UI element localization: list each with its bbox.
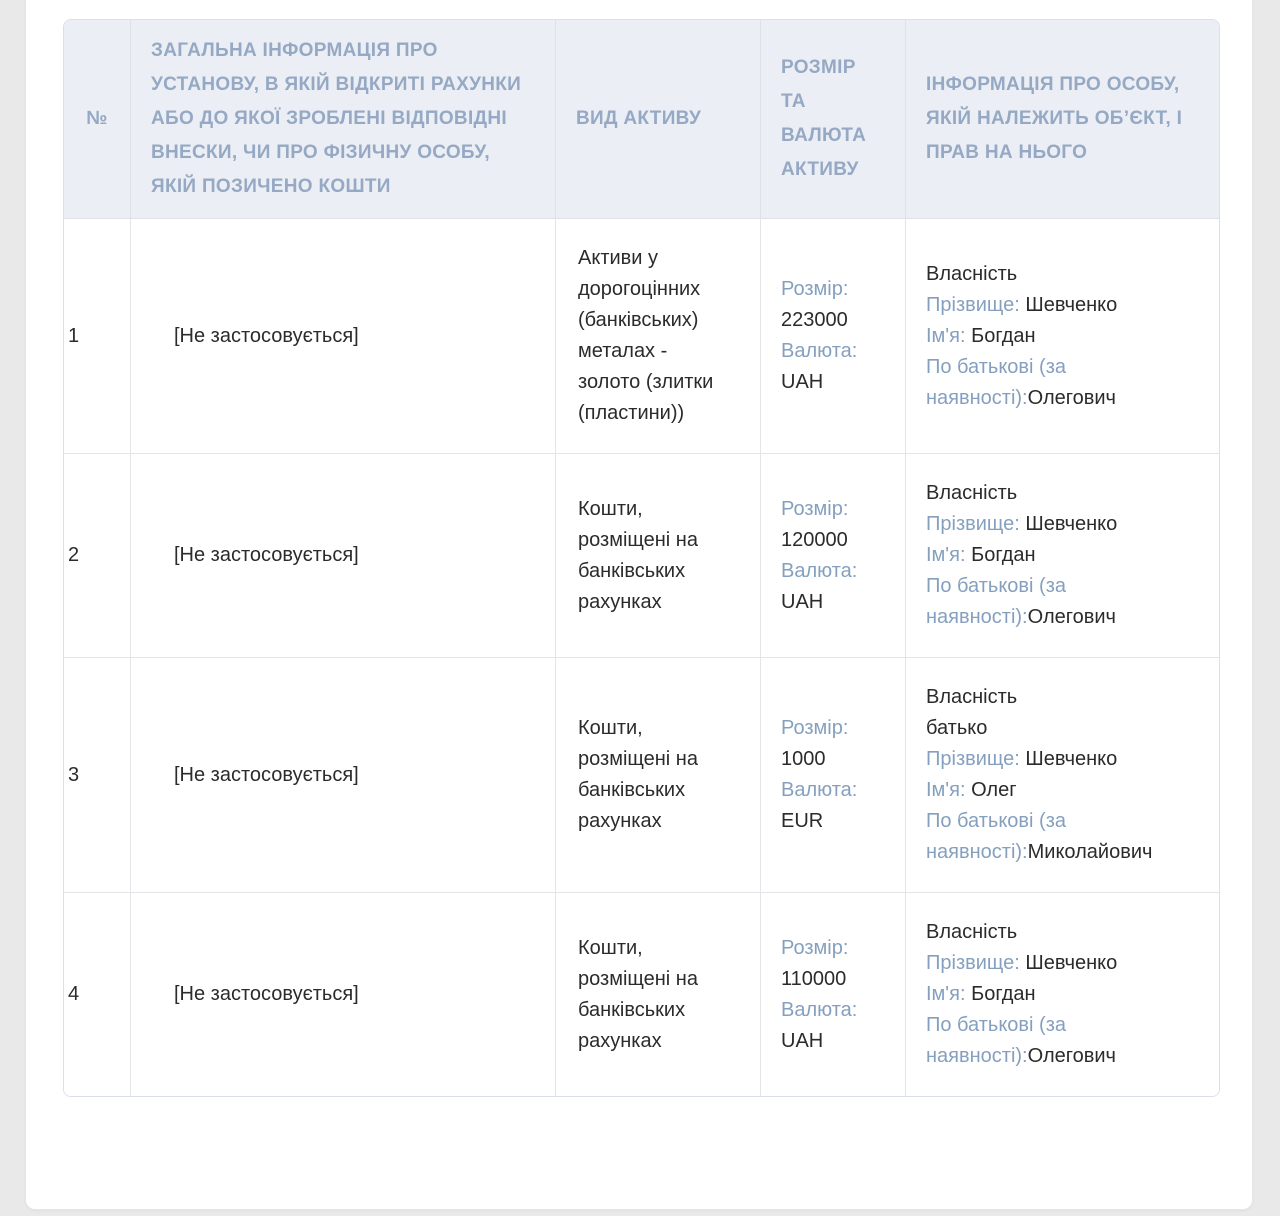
ownership-type: Власність (926, 686, 1018, 708)
col-header-owner-info: ІНФОРМАЦІЯ ПРО ОСОБУ, ЯКІЙ НАЛЕЖИТЬ ОБ’ЄКТ, І ПРАВ НА НЬОГО (906, 20, 1219, 219)
table-row (64, 219, 1219, 454)
size-value: 1000 (781, 748, 826, 770)
owner-info-cell (906, 219, 1219, 454)
institution-cell: [Не застосовується] (131, 219, 556, 454)
amount-currency-cell (761, 658, 906, 893)
name-value: Богдан (971, 983, 1036, 1005)
surname-label: Прізвище: (926, 748, 1020, 770)
owner-name-line (926, 979, 1189, 1010)
currency-value: UAH (781, 1029, 824, 1052)
surname-value: Шевченко (1025, 293, 1118, 316)
name-label: Ім'я: (926, 324, 966, 347)
patronymic-value: Олегович (1027, 606, 1116, 628)
owner-info-cell (906, 454, 1219, 658)
ownership-type: Власність (926, 262, 1018, 285)
currency-value: EUR (781, 810, 824, 832)
amount-currency-cell (761, 893, 906, 1096)
institution-cell: [Не застосовується] (131, 893, 556, 1096)
owner-patronymic-line (926, 1010, 1189, 1072)
owner-surname-line (926, 509, 1189, 540)
size-label: Розмір: (781, 936, 849, 959)
table-header (64, 20, 1219, 219)
assets-table-container (63, 19, 1220, 1097)
currency-value: UAH (781, 371, 824, 393)
patronymic-value: Олегович (1027, 386, 1116, 409)
assets-table (64, 20, 1219, 1096)
owner-surname-line (926, 744, 1189, 775)
currency-value: UAH (781, 590, 824, 613)
table-body (64, 219, 1219, 1096)
ownership-type: Власність (926, 482, 1018, 504)
amount-currency-cell (761, 454, 906, 658)
content-card (25, 0, 1253, 1210)
name-value: Богдан (971, 324, 1036, 347)
size-value: 120000 (781, 528, 848, 551)
patronymic-label: По батькові (за наявності): (926, 810, 1066, 863)
owner-patronymic-line (926, 571, 1189, 633)
owner-surname-line (926, 290, 1189, 321)
table-row (64, 454, 1219, 658)
surname-label: Прізвище: (926, 513, 1020, 535)
patronymic-label: По батькові (за наявності): (926, 355, 1066, 409)
institution-cell: [Не застосовується] (131, 454, 556, 658)
institution-cell: [Не застосовується] (131, 658, 556, 893)
owner-patronymic-line (926, 806, 1189, 868)
name-label: Ім'я: (926, 983, 966, 1005)
name-label: Ім'я: (926, 779, 966, 801)
amount-currency-cell (761, 219, 906, 454)
ownership-type: Власність (926, 921, 1018, 943)
name-value: Богдан (971, 544, 1036, 566)
asset-type-cell: Кошти, розміщені на банківських рахунках (556, 893, 761, 1096)
surname-label: Прізвище: (926, 952, 1020, 974)
surname-value: Шевченко (1025, 952, 1118, 974)
asset-type-cell: Активи у дорогоцінних (банківських) металах - золото (злитки (пластини)) (556, 219, 761, 454)
row-number: 4 (64, 893, 131, 1096)
owner-surname-line (926, 948, 1189, 979)
col-header-number: № (64, 20, 131, 219)
col-header-amount-currency: РОЗМІР ТА ВАЛЮТА АКТИВУ (761, 20, 906, 219)
owner-relation: батько (926, 717, 988, 739)
owner-patronymic-line (926, 352, 1189, 414)
size-label: Розмір: (781, 278, 849, 300)
surname-value: Шевченко (1025, 748, 1118, 770)
currency-label: Валюта: (781, 998, 858, 1021)
owner-info-cell (906, 893, 1219, 1096)
size-value: 110000 (781, 967, 847, 990)
table-row (64, 893, 1219, 1096)
surname-label: Прізвище: (926, 293, 1020, 316)
size-label: Розмір: (781, 717, 849, 739)
owner-name-line (926, 775, 1189, 806)
name-label: Ім'я: (926, 544, 966, 566)
patronymic-label: По батькові (за наявності): (926, 1014, 1066, 1067)
patronymic-value: Олегович (1027, 1045, 1116, 1067)
row-number: 1 (64, 219, 131, 454)
asset-type-cell: Кошти, розміщені на банківських рахунках (556, 658, 761, 893)
owner-name-line (926, 540, 1189, 571)
currency-label: Валюта: (781, 559, 858, 582)
name-value: Олег (971, 779, 1017, 801)
owner-name-line (926, 321, 1189, 352)
currency-label: Валюта: (781, 340, 858, 362)
owner-info-cell (906, 658, 1219, 893)
size-value: 223000 (781, 309, 848, 331)
col-header-institution: ЗАГАЛЬНА ІНФОРМАЦІЯ ПРО УСТАНОВУ, В ЯКІЙ ВІДКРИТІ РАХУНКИ АБО ДО ЯКОЇ ЗРОБЛЕНІ ВІДПОВІДНІ ВНЕСКИ, ЧИ ПРО ФІЗИЧНУ ОСОБУ, ЯКІЙ ПОЗИЧЕНО КОШТИ (131, 20, 556, 219)
table-row (64, 658, 1219, 893)
header-row (64, 20, 1219, 219)
row-number: 3 (64, 658, 131, 893)
col-header-asset-type: ВИД АКТИВУ (556, 20, 761, 219)
patronymic-value: Миколайович (1027, 841, 1153, 863)
size-label: Розмір: (781, 497, 849, 520)
patronymic-label: По батькові (за наявності): (926, 575, 1066, 628)
surname-value: Шевченко (1025, 513, 1118, 535)
currency-label: Валюта: (781, 779, 858, 801)
row-number: 2 (64, 454, 131, 658)
asset-type-cell: Кошти, розміщені на банківських рахунках (556, 454, 761, 658)
